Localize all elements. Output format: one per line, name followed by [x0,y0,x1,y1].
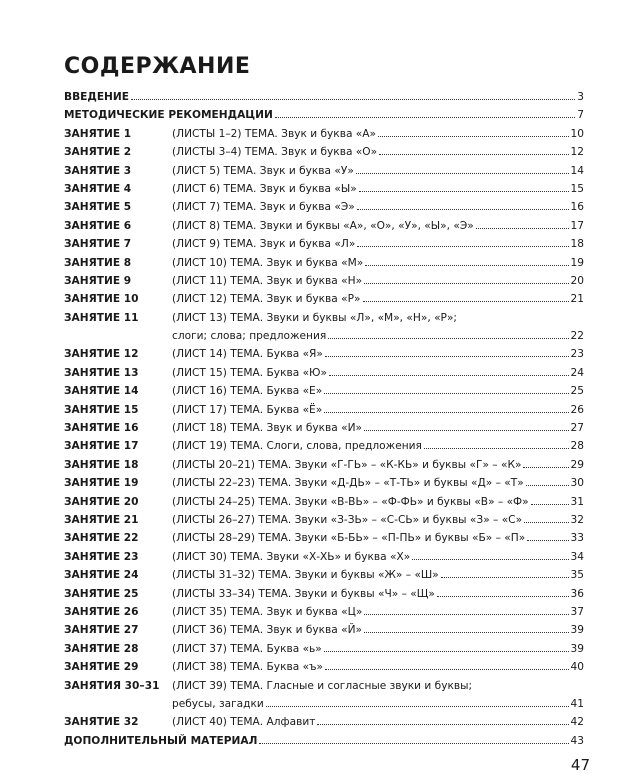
toc-entry[interactable] [64,419,584,437]
leader-dots-line [325,669,569,670]
leader-dots [324,401,568,414]
toc-entry[interactable] [64,345,584,363]
toc-entry[interactable] [64,125,584,143]
toc-entry-title: (ЛИСТ 38) ТЕМА. Буква «ъ» [172,661,324,674]
toc-entry-title-block [172,309,584,346]
toc-entry-title: (ЛИСТ 17) ТЕМА. Буква «Ё» [172,403,323,416]
toc-entry-page: 30 [570,477,584,490]
toc-entry-label: ЗАНЯТИЕ 9 [64,274,132,287]
toc-entry-page: 12 [570,146,584,159]
leader-dots-line [524,522,568,523]
leader-dots-line [328,338,568,339]
toc-entry[interactable] [64,566,584,584]
toc-entry[interactable] [64,401,584,419]
leader-dots-line [441,577,569,578]
toc-entry-title: (ЛИСТ 40) ТЕМА. Алфавит [172,716,316,729]
toc-entry-title: (ЛИСТЫ 31–32) ТЕМА. Звуки и буквы «Ж» – «Ш» [172,569,439,582]
toc-entry-label: ЗАНЯТИЕ 23 [64,550,139,563]
toc-entry-title: (ЛИСТ 11) ТЕМА. Звук и буква «Н» [172,274,363,287]
toc-entry-page: 14 [570,164,584,177]
leader-dots [365,254,568,267]
toc-entry-label: МЕТОДИЧЕСКИЕ РЕКОМЕНДАЦИИ [64,109,273,122]
leader-dots-line [131,99,575,100]
toc-entry-page: 27 [570,422,584,435]
toc-entry-page: 18 [570,238,584,251]
leader-dots [524,511,568,524]
toc-entry[interactable] [64,713,584,731]
leader-dots [523,456,568,469]
toc-entry-page: 40 [570,661,584,674]
toc-entry[interactable] [64,309,584,346]
toc-entry-page: 23 [570,348,584,361]
toc-entry-page: 35 [570,569,584,582]
leader-dots [526,474,569,487]
leader-dots [259,732,568,745]
toc-entry[interactable] [64,254,584,272]
toc-entry-title: (ЛИСТ 9) ТЕМА. Звук и буква «Л» [172,238,356,251]
toc-entry-label: ЗАНЯТИЕ 11 [64,311,139,324]
leader-dots-line [324,412,568,413]
leader-dots-line [359,191,569,192]
leader-dots-line [275,117,575,118]
leader-dots-line [324,651,569,652]
toc-entry-title: (ЛИСТ 8) ТЕМА. Звуки и буквы «А», «О», «У», «Ы», «Э» [172,219,474,232]
leader-dots [325,345,569,358]
leader-dots-line [325,356,569,357]
toc-entry-label: ЗАНЯТИЕ 29 [64,661,139,674]
toc-entry-title: (ЛИСТ 18) ТЕМА. Звук и буква «И» [172,422,363,435]
toc-entry-label: ВВЕДЕНИЕ [64,91,130,103]
toc-entry-title: (ЛИСТЫ 33–34) ТЕМА. Звуки и буквы «Ч» – «Щ» [172,587,435,600]
toc-entry[interactable] [64,658,584,676]
toc-entry[interactable] [64,511,584,529]
toc-entry-title-continued: ребусы, загадки [172,697,264,710]
toc-entry-page: 36 [570,587,584,600]
toc-entry-page: 21 [570,293,584,306]
toc-entry-label: ЗАНЯТИЕ 20 [64,495,139,508]
toc-entry[interactable] [64,493,584,511]
toc-entry-page: 43 [570,734,584,747]
leader-dots-line [329,375,569,376]
toc-entry[interactable] [64,548,584,566]
toc-entry-title: (ЛИСТ 35) ТЕМА. Звук и буква «Ц» [172,605,363,618]
leader-dots [356,162,569,175]
leader-dots [364,621,568,634]
leader-dots [329,364,569,377]
page-title: СОДЕРЖАНИЕ [64,54,251,79]
leader-dots-line [379,154,568,155]
toc-entry-title: (ЛИСТЫ 28–29) ТЕМА. Звуки «Б-БЬ» – «П-ПЬ» и буквы «Б» – «П» [172,532,526,545]
leader-dots [266,695,569,708]
leader-dots [325,658,569,671]
toc-entry-title-line2 [172,327,584,345]
leader-dots [275,106,575,119]
toc-entry-title: (ЛИСТ 15) ТЕМА. Буква «Ю» [172,366,327,379]
toc-entry-page: 32 [570,514,584,526]
toc-entry[interactable] [64,474,584,492]
toc-entry-page: 28 [570,440,584,453]
leader-dots [476,217,569,230]
toc-entry-page: 24 [570,366,584,379]
toc-entry-label: ЗАНЯТИЕ 21 [64,514,139,526]
toc-entry[interactable] [64,382,584,400]
toc-entry-page: 39 [570,642,584,655]
leader-dots-line [266,706,569,707]
leader-dots [412,548,568,561]
toc-entry-page: 16 [570,201,584,214]
leader-dots [357,198,569,211]
toc-entry-title: (ЛИСТ 30) ТЕМА. Звуки «Х-ХЬ» и буква «Х» [172,550,411,563]
leader-dots-line [356,173,569,174]
toc-entry-label: ЗАНЯТИЕ 8 [64,256,132,269]
toc-entry-page: 37 [570,605,584,618]
leader-dots-line [357,209,569,210]
toc-entry-title: (ЛИСТ 12) ТЕМА. Звук и буква «Р» [172,293,361,306]
toc-entry-label: ЗАНЯТИЕ 10 [64,293,139,306]
toc-entry-title: (ЛИСТЫ 22–23) ТЕМА. Звуки «Д-ДЬ» – «Т-ТЬ» и буквы «Д» – «Т» [172,477,524,490]
toc-entry-title-continued: слоги; слова; предложения [172,330,327,343]
toc-entry-label: ЗАНЯТИЕ 16 [64,422,139,435]
leader-dots-line [424,448,569,449]
toc-entry-page: 33 [570,532,584,545]
toc-entry-page: 29 [570,458,584,471]
toc-entry-title: (ЛИСТ 39) ТЕМА. Гласные и согласные звуки и буквы; [172,679,473,692]
leader-dots-line [324,393,568,394]
toc-entry-label: ЗАНЯТИЕ 3 [64,164,132,177]
leader-dots-line [317,724,568,725]
toc-entry[interactable] [64,603,584,621]
leader-dots [364,272,568,285]
toc-entry-label: ЗАНЯТИЕ 7 [64,238,132,251]
leader-dots [359,180,569,193]
toc-entry-label: ЗАНЯТИЕ 28 [64,642,139,655]
toc-entry-label: ЗАНЯТИЕ 14 [64,385,139,398]
leader-dots [364,419,568,432]
leader-dots [531,493,569,506]
leader-dots [379,143,568,156]
toc-entry-label: ДОПОЛНИТЕЛЬНЫЙ МАТЕРИАЛ [64,734,258,747]
leader-dots-line [363,301,569,302]
leader-dots-line [476,228,569,229]
toc-entry-label: ЗАНЯТИЕ 17 [64,440,139,453]
toc-entry-page: 17 [570,219,584,232]
toc-entry-label: ЗАНЯТИЕ 25 [64,587,139,600]
toc-entry-label: ЗАНЯТИЕ 12 [64,348,139,361]
leader-dots-line [365,265,568,266]
toc-entry-label: ЗАНЯТИЕ 22 [64,532,139,545]
toc-entry-label: ЗАНЯТИЕ 27 [64,624,139,637]
toc-entry-title: (ЛИСТЫ 24–25) ТЕМА. Звуки «В-ВЬ» – «Ф-ФЬ» и буквы «В» – «Ф» [172,495,529,508]
toc-entry[interactable] [64,180,584,198]
toc-entry-title: (ЛИСТ 13) ТЕМА. Звуки и буквы «Л», «М», «Н», «Р»; [172,311,457,324]
toc-entry[interactable] [64,456,584,474]
toc-entry-page: 25 [570,385,584,398]
toc-entry-title: (ЛИСТЫ 26–27) ТЕМА. Звуки «З-ЗЬ» – «С-СЬ» и буквы «З» – «С» [172,514,523,526]
toc-entry[interactable] [64,106,584,124]
leader-dots [441,566,569,579]
leader-dots-line [523,467,568,468]
leader-dots-line [526,485,569,486]
toc-entry-page: 42 [570,716,584,729]
toc-entry-label: ЗАНЯТИЕ 18 [64,458,139,471]
toc-entry-page: 7 [577,109,584,122]
toc-entry-title: (ЛИСТ 37) ТЕМА. Буква «ь» [172,642,322,655]
toc-entry-title: (ЛИСТ 36) ТЕМА. Звук и буква «Й» [172,624,363,637]
toc-entry-page: 10 [570,127,584,140]
toc-entry-page: 31 [570,495,584,508]
toc-entry-page: 26 [570,403,584,416]
toc-entry-title: (ЛИСТ 7) ТЕМА. Звук и буква «Э» [172,201,355,214]
toc-entry[interactable] [64,88,584,106]
toc-entry-label: ЗАНЯТИЕ 26 [64,605,139,618]
toc-entry-label: ЗАНЯТИЕ 32 [64,716,139,729]
toc-entry[interactable] [64,290,584,308]
leader-dots [424,437,569,450]
toc-entry-label: ЗАНЯТИЕ 15 [64,403,139,416]
toc-entry-page: 22 [570,330,584,343]
toc-entry[interactable] [64,143,584,161]
toc-entry-title: (ЛИСТ 6) ТЕМА. Звук и буква «Ы» [172,182,357,195]
leader-dots-line [412,559,568,560]
toc-entry-title: (ЛИСТ 14) ТЕМА. Буква «Я» [172,348,323,361]
toc-entry-title: (ЛИСТ 10) ТЕМА. Звук и буква «М» [172,256,364,269]
leader-dots [357,235,568,248]
toc-entry[interactable] [64,217,584,235]
toc-entry-title: (ЛИСТ 19) ТЕМА. Слоги, слова, предложения [172,440,422,453]
toc-entry-title-block [172,677,584,714]
toc-entry[interactable] [64,272,584,290]
leader-dots [527,529,568,542]
toc-entry-label: ЗАНЯТИЯ 30–31 [64,679,160,692]
leader-dots [437,585,569,598]
leader-dots-line [364,283,568,284]
toc-entry[interactable] [64,364,584,382]
page-number: 47 [570,756,590,774]
toc-entry[interactable] [64,162,584,180]
leader-dots-line [364,614,568,615]
toc-entry-page: 20 [570,274,584,287]
toc-entry-label: ЗАНЯТИЕ 19 [64,477,139,490]
leader-dots [364,603,568,616]
leader-dots-line [527,540,568,541]
leader-dots [378,125,569,138]
toc-entry[interactable] [64,677,584,714]
leader-dots [324,640,569,653]
table-of-contents [64,88,584,750]
leader-dots-line [364,632,568,633]
toc-entry-label: ЗАНЯТИЕ 4 [64,182,132,195]
toc-entry-page: 34 [570,550,584,563]
toc-entry-title-line2 [172,695,584,713]
leader-dots [363,290,569,303]
toc-entry-page: 15 [570,182,584,195]
toc-entry-page: 19 [570,256,584,269]
leader-dots-line [531,504,569,505]
leader-dots-line [378,136,569,137]
toc-entry[interactable] [64,640,584,658]
leader-dots [317,713,568,726]
leader-dots-line [357,246,568,247]
toc-entry-label: ЗАНЯТИЕ 13 [64,366,139,379]
toc-entry-title: (ЛИСТЫ 3–4) ТЕМА. Звук и буква «О» [172,146,378,159]
toc-entry[interactable] [64,585,584,603]
leader-dots-line [364,430,568,431]
toc-entry[interactable] [64,621,584,639]
toc-entry[interactable] [64,235,584,253]
toc-entry[interactable] [64,198,584,216]
toc-entry-page: 39 [570,624,584,637]
leader-dots-line [259,743,568,744]
leader-dots [324,382,568,395]
toc-entry-label: ЗАНЯТИЕ 2 [64,146,132,159]
leader-dots [131,88,575,101]
leader-dots [328,327,568,340]
toc-entry[interactable] [64,732,584,750]
toc-entry-title: (ЛИСТЫ 20–21) ТЕМА. Звуки «Г-ГЬ» – «К-КЬ» и буквы «Г» – «К» [172,458,522,471]
toc-entry-label: ЗАНЯТИЕ 6 [64,219,132,232]
toc-entry-title: (ЛИСТЫ 1–2) ТЕМА. Звук и буква «А» [172,127,377,140]
toc-entry[interactable] [64,529,584,547]
toc-entry-label: ЗАНЯТИЕ 24 [64,569,139,582]
toc-entry[interactable] [64,437,584,455]
toc-entry-title: (ЛИСТ 5) ТЕМА. Звук и буква «У» [172,164,354,177]
toc-entry-page: 41 [570,697,584,710]
toc-entry-page: 3 [577,91,584,103]
toc-entry-label: ЗАНЯТИЕ 5 [64,201,132,214]
toc-entry-title: (ЛИСТ 16) ТЕМА. Буква «Е» [172,385,323,398]
toc-entry-label: ЗАНЯТИЕ 1 [64,127,132,140]
leader-dots-line [437,596,569,597]
